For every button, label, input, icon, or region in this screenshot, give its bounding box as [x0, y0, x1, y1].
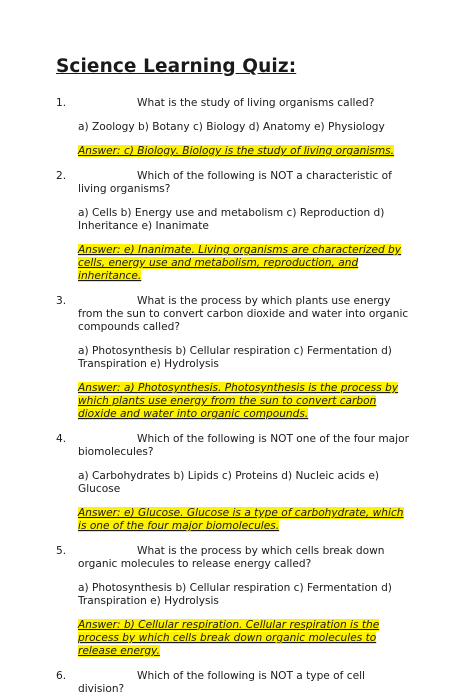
question-text: Which of the following is NOT a characteristic of living organisms?: [78, 170, 392, 195]
question-text: What is the study of living organisms called?: [137, 97, 375, 109]
question-options: a) Photosynthesis b) Cellular respiration c) Fermentation d) Transpiration e) Hydrolysis: [78, 345, 392, 370]
question-5: [56, 545, 414, 658]
question-number: 4.: [56, 433, 67, 445]
question-text: Which of the following is NOT one of the four major biomolecules?: [78, 433, 409, 458]
answer-text: Answer: a) Photosynthesis. Photosynthesis is the process by which plants use energy from the sun to convert carbon dioxide and water into organic compounds.: [78, 382, 399, 420]
question-1: [56, 97, 414, 158]
question-number: 3.: [56, 295, 67, 307]
question-number: 2.: [56, 170, 67, 182]
page-title: Science Learning Quiz:: [56, 56, 297, 77]
question-number: 1.: [56, 97, 67, 109]
answer-highlight: [78, 382, 414, 421]
question-3: [56, 295, 414, 421]
answer-text: Answer: c) Biology. Biology is the study of living organisms.: [78, 145, 395, 157]
answer-highlight: [78, 244, 414, 283]
question-2: [56, 170, 414, 283]
question-text: What is the process by which plants use energy from the sun to convert carbon dioxide and water into organic compounds called?: [78, 295, 409, 333]
answer-highlight: [78, 145, 414, 158]
question-options: a) Photosynthesis b) Cellular respiration c) Fermentation d) Transpiration e) Hydrolysis: [78, 582, 392, 607]
question-4: [56, 433, 414, 533]
answer-highlight: [78, 507, 414, 533]
question-options: a) Zoology b) Botany c) Biology d) Anatomy e) Physiology: [78, 121, 385, 133]
answer-text: Answer: e) Glucose. Glucose is a type of carbohydrate, which is one of the four major biomolecules.: [78, 507, 404, 532]
question-6: [56, 670, 414, 696]
question-text: What is the process by which cells break down organic molecules to release energy called?: [78, 545, 385, 570]
question-text: Which of the following is NOT a type of cell division?: [78, 670, 365, 695]
question-options: a) Carbohydrates b) Lipids c) Proteins d) Nucleic acids e) Glucose: [78, 470, 380, 495]
question-options: a) Cells b) Energy use and metabolism c) Reproduction d) Inheritance e) Inanimate: [78, 207, 385, 232]
answer-text: Answer: e) Inanimate. Living organisms are characterized by cells, energy use and metabolism, reproduction, and inheritance.: [78, 244, 402, 282]
answer-text: Answer: b) Cellular respiration. Cellular respiration is the process by which cells break down organic molecules to release energy.: [78, 619, 380, 657]
question-number: 6.: [56, 670, 67, 682]
question-number: 5.: [56, 545, 67, 557]
answer-highlight: [78, 619, 414, 658]
